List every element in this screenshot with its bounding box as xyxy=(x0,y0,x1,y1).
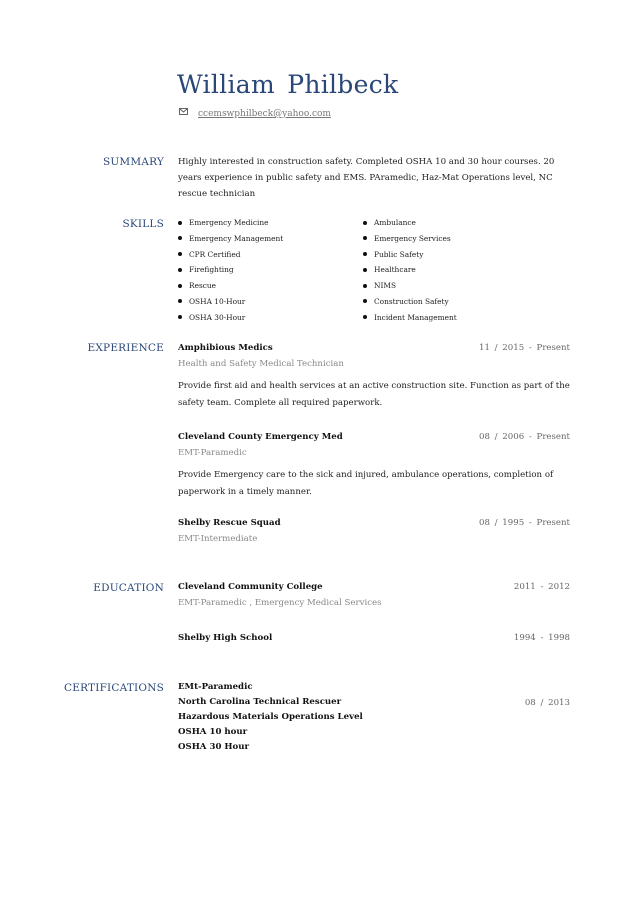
experience-entry xyxy=(178,340,570,412)
bullet-icon xyxy=(178,221,182,225)
certification-item: North Carolina Technical Rescuer xyxy=(178,697,342,707)
bullet-icon xyxy=(363,284,367,288)
contact-line xyxy=(179,108,331,119)
skill-item: NIMS xyxy=(363,278,457,294)
bullet-icon xyxy=(363,315,367,319)
skill-item: Firefighting xyxy=(178,262,283,278)
certification-item: EMt-Paramedic xyxy=(178,682,253,692)
skill-item: Public Safety xyxy=(363,247,457,263)
skill-item: OSHA 10-Hour xyxy=(178,294,283,310)
skills-list-left xyxy=(178,215,283,326)
employer-name: Amphibious Medics xyxy=(178,343,273,353)
experience-entry xyxy=(178,515,570,547)
skill-item: OSHA 30-Hour xyxy=(178,310,283,326)
education-entry xyxy=(178,630,570,646)
bullet-icon xyxy=(178,268,182,272)
certification-date: 08 / 2013 xyxy=(524,698,570,708)
skill-item: Construction Safety xyxy=(363,294,457,310)
certifications-list xyxy=(178,680,570,755)
job-description: Provide Emergency care to the sick and injured, ambulance operations, completion of paperwork in a timely manner. xyxy=(178,470,554,497)
section-label-summary: SUMMARY xyxy=(102,156,164,168)
skill-item: Incident Management xyxy=(363,310,457,326)
employer-name: Cleveland County Emergency Med xyxy=(178,432,343,442)
job-title: Health and Safety Medical Technician xyxy=(178,359,344,369)
bullet-icon xyxy=(178,236,182,240)
envelope-icon xyxy=(179,108,188,115)
employment-dates: 08 / 2006 - Present xyxy=(479,432,570,442)
certification-item: OSHA 10 hour xyxy=(178,727,248,737)
job-title: EMT-Paramedic xyxy=(178,448,247,458)
skill-item: Emergency Medicine xyxy=(178,215,283,231)
summary-text: Highly interested in construction safety. Completed OSHA 10 and 30 hour courses. 20 years experience in public safety and EMS. PAramedic, Haz-Mat Operations level, NC rescue technician xyxy=(178,157,555,199)
job-title: EMT-Intermediate xyxy=(178,534,258,544)
job-description: Provide first aid and health services at an active construction site. Function as part of the safety team. Complete all required paperwork. xyxy=(178,381,570,408)
email-link[interactable]: ccemswphilbeck@yahoo.com xyxy=(198,109,331,119)
bullet-icon xyxy=(363,236,367,240)
degree: EMT-Paramedic , Emergency Medical Services xyxy=(178,598,382,608)
section-label-certifications: CERTIFICATIONS xyxy=(64,682,164,694)
employer-name: Shelby Rescue Squad xyxy=(178,518,281,528)
skill-item: Healthcare xyxy=(363,262,457,278)
section-label-skills: SKILLS xyxy=(122,218,164,230)
education-dates: 1994 - 1998 xyxy=(513,633,570,643)
section-label-education: EDUCATION xyxy=(93,582,164,594)
certification-item: OSHA 30 Hour xyxy=(178,742,250,752)
employment-dates: 08 / 1995 - Present xyxy=(479,518,570,528)
bullet-icon xyxy=(363,221,367,225)
skill-item: Emergency Management xyxy=(178,231,283,247)
skill-item: CPR Certified xyxy=(178,247,283,263)
certification-item: Hazardous Materials Operations Level xyxy=(178,712,363,722)
school-name: Shelby High School xyxy=(178,633,273,643)
skills-list-right xyxy=(363,215,457,326)
section-label-experience: EXPERIENCE xyxy=(87,342,164,354)
bullet-icon xyxy=(178,284,182,288)
education-entry xyxy=(178,579,570,611)
bullet-icon xyxy=(363,252,367,256)
skill-item: Emergency Services xyxy=(363,231,457,247)
skill-item: Ambulance xyxy=(363,215,457,231)
bullet-icon xyxy=(363,268,367,272)
employment-dates: 11 / 2015 - Present xyxy=(479,343,570,353)
bullet-icon xyxy=(178,252,182,256)
experience-entry xyxy=(178,429,570,501)
skill-item: Rescue xyxy=(178,278,283,294)
bullet-icon xyxy=(178,315,182,319)
bullet-icon xyxy=(178,299,182,303)
candidate-name: William Philbeck xyxy=(177,70,399,99)
bullet-icon xyxy=(363,299,367,303)
education-dates: 2011 - 2012 xyxy=(513,582,570,592)
school-name: Cleveland Community College xyxy=(178,582,323,592)
